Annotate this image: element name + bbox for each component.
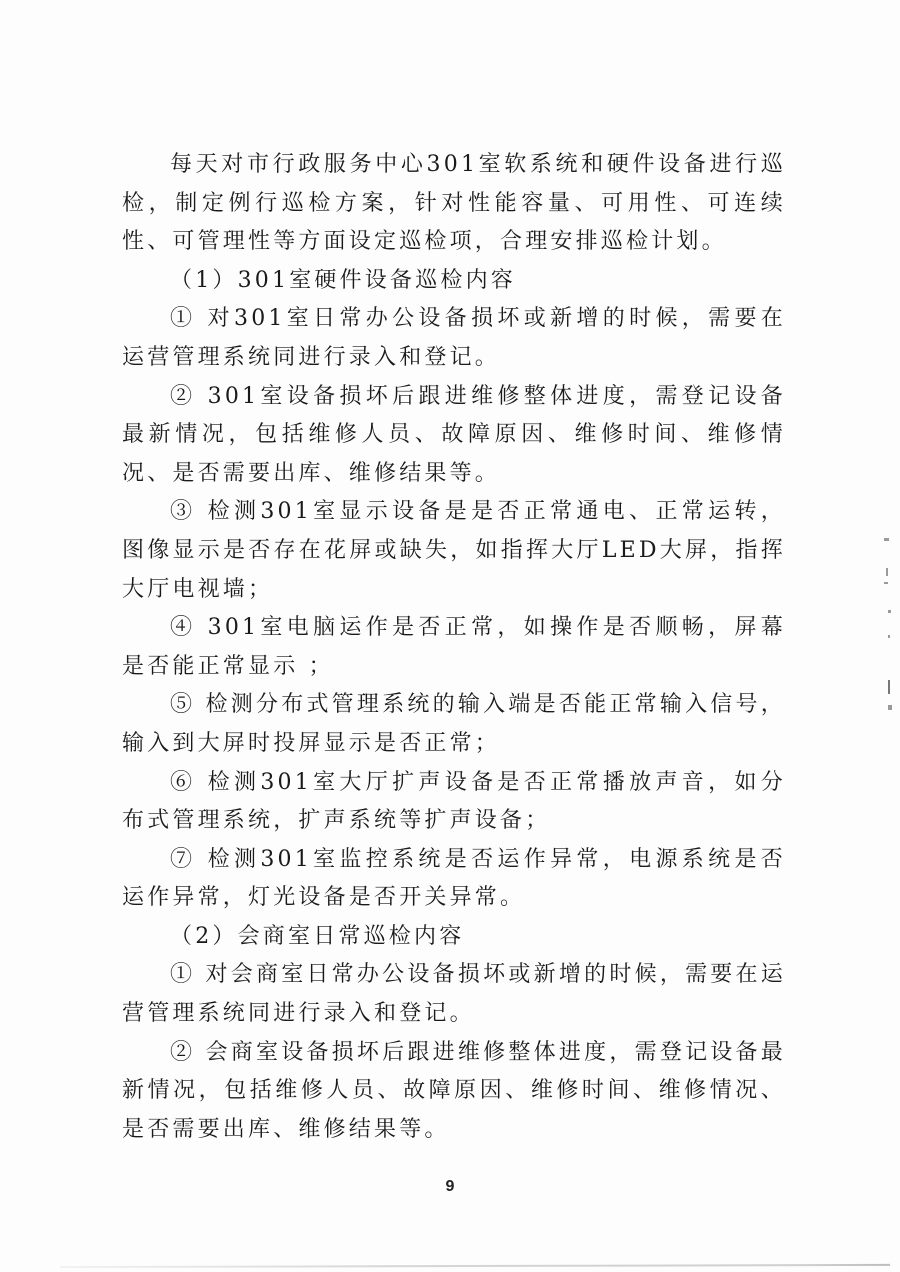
list-item: ④ 301室电脑运作是否正常，如操作是否顺畅，屏幕是否能正常显示 ；: [122, 615, 786, 679]
scan-edge-line: [60, 1264, 890, 1268]
section-heading-consultation-room: （2）会商室日常巡检内容: [170, 923, 465, 949]
page-number: 9: [445, 1178, 455, 1195]
list-item: ⑦ 检测301室监控系统是否运作异常，电源系统是否运作异常，灯光设备是否开关异常。: [122, 846, 786, 911]
intro-paragraph: 每天对市行政服务中心301室软系统和硬件设备进行巡检，制定例行巡检方案，针对性能容量、可用性、可连续性、可管理性等方面设定巡检项，合理安排巡检计划。: [122, 152, 786, 255]
list-item: ⑤ 检测分布式管理系统的输入端是否能正常输入信号，输入到大屏时投屏显示是否正常；: [122, 692, 786, 756]
list-item: ③ 检测301室显示设备是是否正常通电、正常运转，图像显示是否存在花屏或缺失，如指挥大厅LED大屏，指挥大厅电视墙；: [122, 499, 786, 602]
section-heading-301-hardware: （1）301室硬件设备巡检内容: [170, 267, 516, 293]
list-item: ① 对301室日常办公设备损坏或新增的时候，需要在运营管理系统同进行录入和登记。: [122, 306, 786, 370]
list-item: ① 对会商室日常办公设备损坏或新增的时候，需要在运营管理系统同进行录入和登记。: [122, 962, 786, 1027]
list-item: ⑥ 检测301室大厅扩声设备是否正常播放声音，如分布式管理系统，扩声系统等扩声设备；: [122, 769, 786, 834]
list-item: ② 会商室设备损坏后跟进维修整体进度，需登记设备最新情况，包括维修人员、故障原因、维修时间、维修情况、是否需要出库、维修结果等。: [122, 1039, 786, 1142]
document-body: [122, 146, 786, 1149]
scan-artifact-marks: [880, 520, 900, 740]
list-item: ② 301室设备损坏后跟进维修整体进度，需登记设备最新情况，包括维修人员、故障原因、维修时间、维修情况、是否需要出库、维修结果等。: [122, 383, 786, 486]
